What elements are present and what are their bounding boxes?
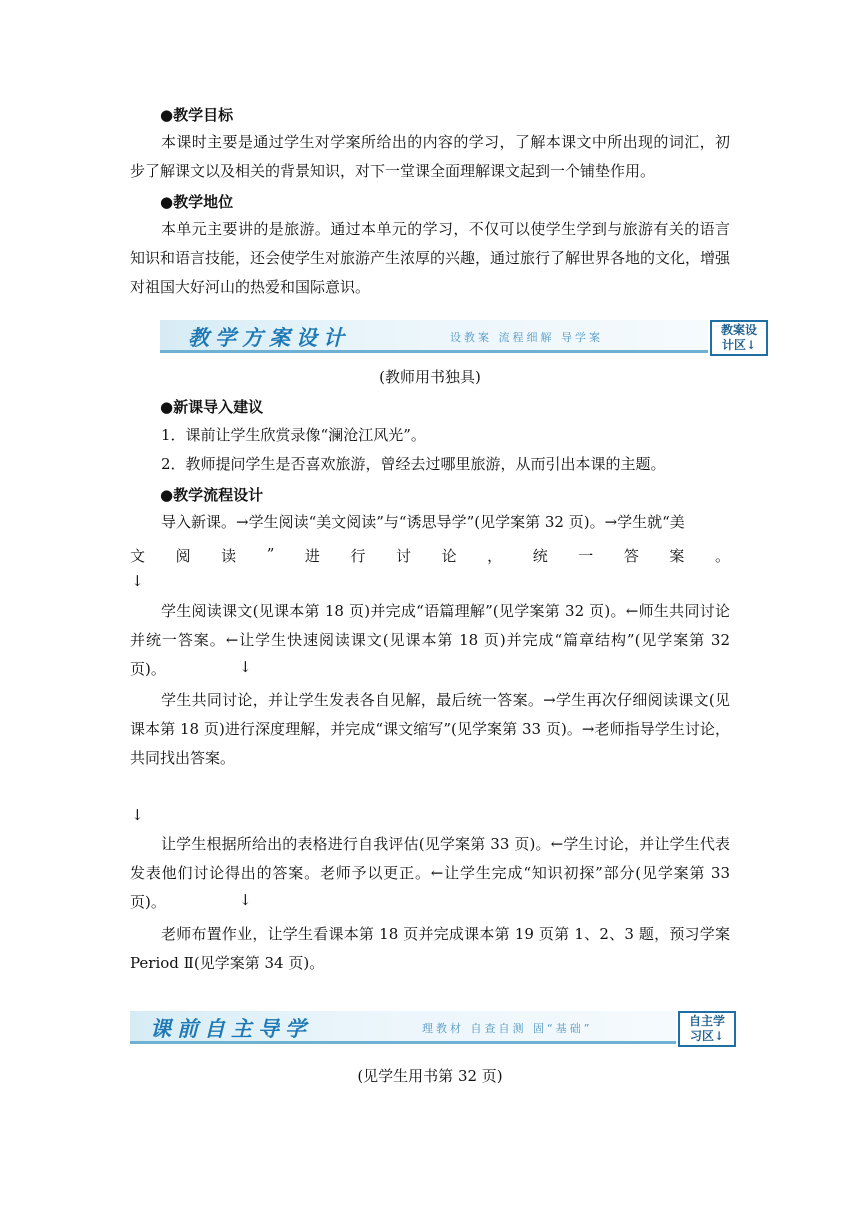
intro-item-2: 2．教师提问学生是否喜欢旅游，曾经去过哪里旅游，从而引出本课的主题。 (161, 455, 666, 473)
heading-teaching-status: ●教学地位 (160, 193, 234, 211)
banner-teaching-plan (160, 320, 708, 353)
heading-teaching-goals: ●教学目标 (160, 106, 234, 124)
banner-subtitle: 理教材 自查自测 固“基础” (422, 1022, 593, 1035)
flow-step-5: 老师布置作业，让学生看课本第 18 页并完成课本第 19 页第 1、2、3 题，预习学案 Period Ⅱ(见学案第 34 页)。 (130, 925, 730, 972)
flow-arrow-1: ↓ (131, 572, 144, 590)
note-teacher-only: (教师用书独具) (379, 368, 481, 386)
banner-subtitle: 设教案 流程细解 导学案 (450, 331, 603, 344)
badge-teaching-plan: 教案设 计区↓ (710, 320, 768, 356)
intro-item-1: 1．课前让学生欣赏录像“澜沧江风光”。 (161, 426, 426, 444)
flow-step-4: 让学生根据所给出的表格进行自我评估(见学案第 33 页)。←学生讨论，并让学生代表发表他们讨论得出的答案。老师予以更正。←让学生完成“知识初探”部分(见学案第 33 页)。 (130, 835, 730, 911)
heading-flow-design: ●教学流程设计 (160, 486, 264, 504)
flow-step-1: 导入新课。→学生阅读“美文阅读”与“诱思导学”(见学案第 32 页)。→学生就“美 (161, 513, 685, 531)
paragraph-teaching-goals: 本课时主要是通过学生对学案所给出的内容的学习，了解本课文中所出现的词汇，初步了解课文以及相关的背景知识，对下一堂课全面理解课文起到一个铺垫作用。 (130, 133, 730, 180)
flow-step-3: 学生共同讨论，并让学生发表各自见解，最后统一答案。→学生再次仔细阅读课文(见课本第 18 页)进行深度理解，并完成“课文缩写”(见学案第 33 页)。→老师指导学生讨论，共同找出答案。 (130, 691, 730, 767)
banner-title: 教学方案设计 (188, 325, 350, 350)
badge-self-study: 自主学 习区↓ (678, 1011, 736, 1047)
banner-self-study (130, 1011, 676, 1044)
banner-title: 课前自主导学 (150, 1016, 312, 1041)
heading-lesson-intro: ●新课导入建议 (160, 398, 264, 416)
flow-arrow-4: ↓ (239, 891, 252, 909)
flow-arrow-2: ↓ (239, 658, 252, 676)
paragraph-teaching-status: 本单元主要讲的是旅游。通过本单元的学习，不仅可以使学生学到与旅游有关的语言知识和语言技能，还会使学生对旅游产生浓厚的兴趣，通过旅行了解世界各地的文化，增强对祖国大好河山的热爱和国际意识。 (130, 220, 731, 296)
flow-arrow-3: ↓ (131, 806, 144, 824)
flow-step-1-spread: 文 阅 读 ” 进 行 讨 论 ， 统 一 答 案 。 (130, 545, 730, 565)
note-student-book: (见学生用书第 32 页) (357, 1067, 503, 1085)
flow-step-2: 学生阅读课文(见课本第 18 页)并完成“语篇理解”(见学案第 32 页)。←师生共同讨论并统一答案。←让学生快速阅读课文(见课本第 18 页)并完成“篇章结构”(见学案第 32 页)。 (130, 602, 730, 678)
